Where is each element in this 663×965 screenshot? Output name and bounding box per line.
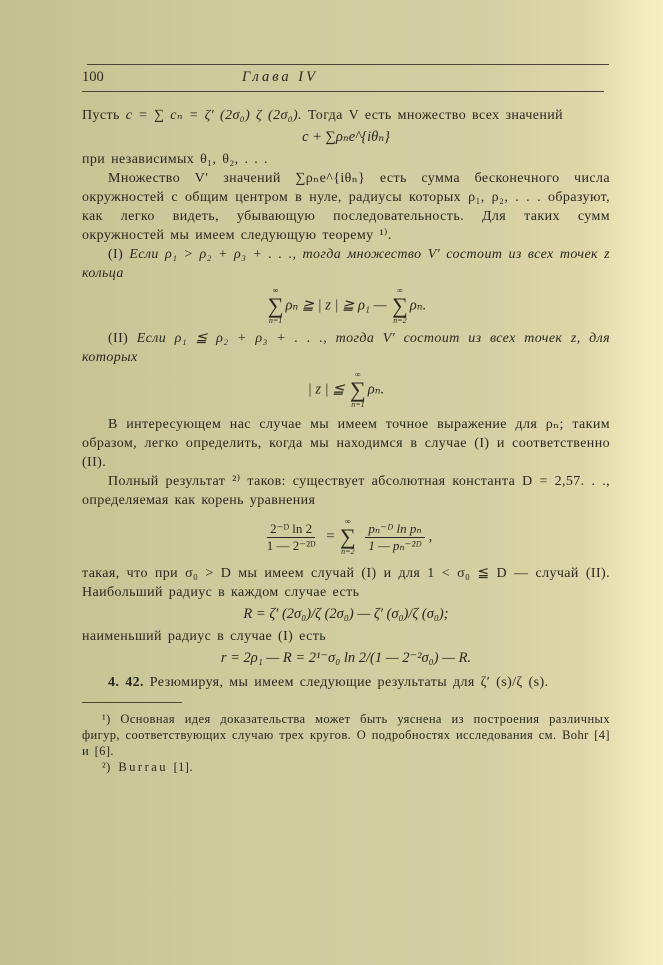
case-label: (II) xyxy=(108,331,129,346)
footnotes xyxy=(82,711,610,775)
page-number: 100 xyxy=(82,69,104,85)
theorem-case-1 xyxy=(82,245,610,283)
text: [1]. xyxy=(168,760,193,774)
footnote-mark: ²) xyxy=(102,760,111,774)
paragraph-5: Полный результат ²⁾ таков: существует абсолютная константа D = 2,57. . ., определяемая как корень уравнения xyxy=(82,474,610,508)
case-text: Если ρ₁ > ρ₂ + ρ₃ + . . ., тогда множество V′ состоит из всех точек z кольца xyxy=(82,247,610,281)
footnote-rule xyxy=(82,702,182,703)
summation-sign: ∞ ∑ n=2 xyxy=(392,286,408,325)
summation-sign: ∞ ∑ n=1 xyxy=(267,286,284,325)
author: Burrau xyxy=(110,760,169,774)
fraction-lhs: $\frac{\text{2⁻ᴰ ln 2}}{\text{1 — 2⁻²ᴰ}}$ xyxy=(266,520,316,553)
formula-6: r = 2ρ₁ — R = 2¹⁻σ₀ ln 2/(1 — 2⁻²σ₀) — R. xyxy=(220,650,472,666)
footnote-mark: ¹) xyxy=(102,712,111,726)
formula-1: c + ∑ρₙe^{iθₙ} xyxy=(302,129,390,145)
inline-formula: c = ∑ cₙ = ζ′ (2σ₀) ζ (2σ₀). xyxy=(125,108,302,123)
paragraph-6: такая, что при σ₀ > D мы имеем случай (I) и для 1 < σ₀ ≦ D — случай (II). Наибольший радиус в каждом случае есть xyxy=(82,566,610,600)
running-title: Глава IV xyxy=(242,69,318,85)
text: Основная идея доказательства может быть уяснена из построения различных фигур, соответствующих случаю трех кругов. О подробностях исследования см. Bohr [4] и [6]. xyxy=(82,712,610,758)
formula-2: ∞ ∑ n=1 ρₙ ≧ | z | ≧ ρ₁ — ∞ ∑ n=2 ρₙ. xyxy=(267,286,427,325)
case-label: (I) xyxy=(108,247,124,262)
text: Пусть xyxy=(82,108,126,123)
top-rule xyxy=(87,64,609,65)
book-page xyxy=(82,64,610,775)
case-text: Если ρ₁ ≦ ρ₂ + ρ₃ + . . ., тогда V′ состоит из всех точек z, для которых xyxy=(82,331,610,365)
paragraph-4: В интересующем нас случае мы имеем точное выражение для ρₙ; таким образом, легко определить, когда мы находимся в случае (I) и соответственно (II). xyxy=(82,417,610,470)
summation-sign: ∞ ∑ n=1 xyxy=(350,370,366,409)
formula-3: | z | ≦ ∞ ∑ n=1 ρₙ. xyxy=(307,370,385,409)
section-4-42 xyxy=(82,673,610,692)
page-header xyxy=(82,69,610,91)
paragraph-3: Множество V′ значений ∑ρₙe^{iθₙ} есть сумма бесконечного числа окружностей с общим центром в нуле, радиусы которых ρ₁, ρ₂, . . . образуют, как легко видеть, убывающую последовательность. Для таких сумм окружностей мы имеем следующую теорему ¹⁾. xyxy=(82,171,610,243)
paragraph-2: при независимых θ₁, θ₂, . . . xyxy=(82,152,268,167)
summation-sign: ∞ ∑ n=2 xyxy=(340,517,356,556)
theorem-case-2 xyxy=(82,329,610,367)
text: Тогда V есть множество всех значений xyxy=(302,108,564,123)
footnote-2 xyxy=(82,759,610,775)
paragraph-7: наименьший радиус в случае (I) есть xyxy=(82,629,327,644)
text: Резюмируя, мы имеем следующие результаты для ζ′ (s)/ζ (s). xyxy=(143,675,549,690)
formula-4: $\frac{\text{2⁻ᴰ ln 2}}{\text{1 — 2⁻²ᴰ}}$ = ∞ ∑ n=2 $\frac{\text{pₙ⁻ᴰ ln pₙ}}{\text{1 — pₙ⁻²ᴰ}}$ , xyxy=(82,518,610,556)
formula-5: R = ζ′ (2σ₀)/ζ (2σ₀) — ζ′ (σ₀)/ζ (σ₀); xyxy=(243,606,449,622)
section-number: 4. 42. xyxy=(108,675,144,690)
fraction-rhs: $\frac{\text{pₙ⁻ᴰ ln pₙ}}{\text{1 — pₙ⁻²ᴰ}}$ xyxy=(365,521,424,554)
footnote-1 xyxy=(82,711,610,759)
paragraph-1 xyxy=(82,106,610,125)
